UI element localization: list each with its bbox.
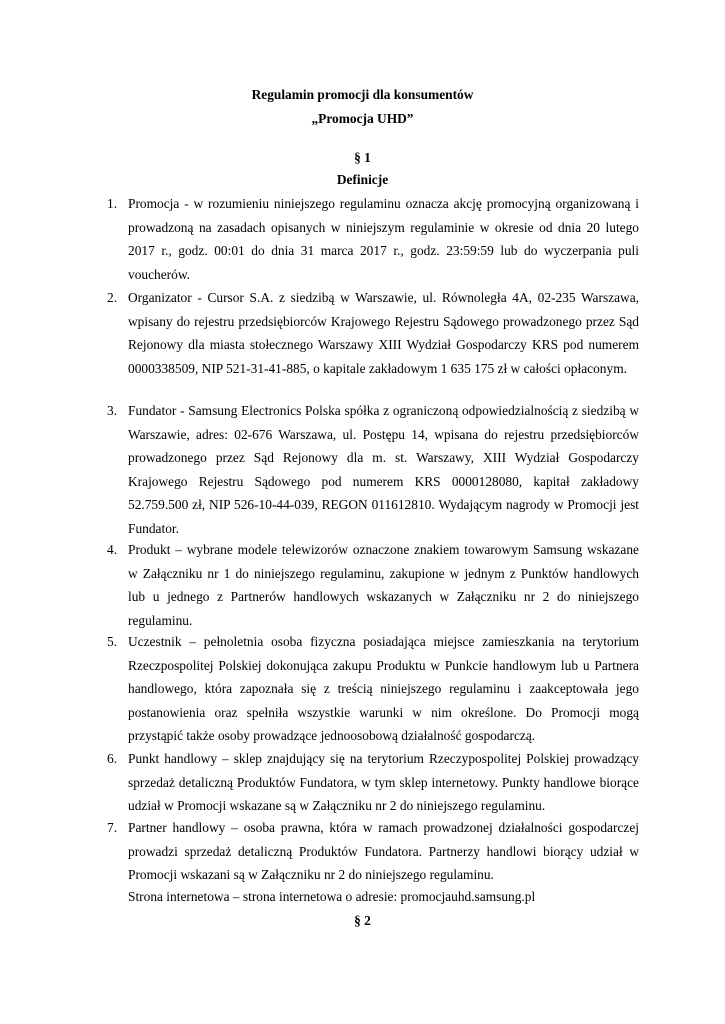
section-1-heading: Definicje [336, 172, 389, 187]
text-line: przystąpić także osoby prowadzące jednoosobową działalność gospodarczą. [128, 728, 536, 743]
text-line: sprzedaż detaliczną Produktów Fundatora, w tym sklep internetowy. Punkty handlowe biorące [128, 774, 639, 790]
list-item-text [128, 630, 639, 748]
text-line: prowadzonego przez Sąd Rejonowy dla m. st. Warszawy, XIII Wydział Gospodarczy [128, 450, 639, 465]
document-subtitle: „Promocja UHD” [311, 111, 414, 126]
text-line: Rejonowy dla miasta stołecznego Warszawy XIII Wydział Gospodarczy KRS pod numerem [128, 337, 639, 352]
list-item-number: 4. [107, 542, 118, 557]
text-line: Warszawie, adres: 02-676 Warszawa, ul. Postępu 14, wpisana do rejestru przedsiębiorców [128, 426, 639, 442]
text-line: 2017 r., godz. 00:01 do dnia 31 marca 2017 r., godz. 23:59:59 lub do wyczerpania puli [128, 243, 639, 258]
text-line: regulaminu. [128, 612, 193, 628]
text-line: w Załączniku nr 1 do niniejszego regulaminu, zakupione w jednym z Punktów handlowych [128, 565, 639, 581]
text-line: prowadzi sprzedaż detaliczną Produktów Fundatora. Partnerzy handlowi biorący udział w [128, 843, 639, 859]
text-line: Promocja - w rozumieniu niniejszego regulaminu oznacza akcję promocyjną organizowaną i [128, 196, 639, 211]
document-title: Regulamin promocji dla konsumentów [251, 87, 474, 102]
list-item-number: 5. [107, 634, 118, 649]
text-line: 0000338509, NIP 521-31-41-885, o kapitale zakładowym 1 635 175 zł w całości opłaconym. [128, 360, 627, 376]
list-item-text [128, 286, 639, 380]
list-item-text [128, 816, 639, 887]
text-line: 52.759.500 zł, NIP 526-10-44-039, REGON 011612810. Wydającym nagrody w Promocji jest [128, 497, 639, 512]
list-item-text [128, 192, 639, 286]
list-item-number: 6. [107, 751, 118, 766]
list-item-text [128, 747, 639, 818]
list-item-text [128, 399, 639, 540]
list-item-number: 1. [107, 196, 118, 211]
text-line: Krajowego Rejestru Sądowego pod numerem KRS 0000128080, kapitał zakładowy [128, 473, 639, 489]
list-item-number: 3. [107, 403, 118, 418]
text-line: Promocji wskazani są w Załączniku nr 2 do niniejszego regulaminu. [128, 867, 494, 882]
text-line: Partner handlowy – osoba prawna, która w ramach prowadzonej działalności gospodarczej [128, 820, 639, 835]
text-line: Produkt – wybrane modele telewizorów oznaczone znakiem towarowym Samsung wskazane [128, 542, 639, 557]
text-line: udział w Promocji wskazane są w Załączniku nr 2 do niniejszego regulaminu. [128, 798, 546, 813]
text-line: Fundator. [128, 520, 179, 536]
text-line: voucherów. [128, 266, 190, 282]
text-line: Uczestnik – pełnoletnia osoba fizyczna posiadająca miejsce zamieszkania na terytorium [128, 634, 639, 649]
list-item-number: 7. [107, 820, 118, 835]
list-item-number: 2. [107, 290, 118, 305]
text-line: postanowienia oraz spełniła wszystkie warunki w nim określone. Do Promocji mogą [128, 704, 639, 720]
website-definition: Strona internetowa – strona internetowa o adresie: promocjauhd.samsung.pl [128, 889, 536, 904]
text-line: handlowego, która zapoznała się z treścią niniejszego regulaminu i zaakceptowała jego [128, 681, 639, 696]
text-line: prowadzoną na zasadach opisanych w niniejszym regulaminie w okresie od dnia 20 lutego [128, 219, 639, 235]
text-line: Fundator - Samsung Electronics Polska spółka z ograniczoną odpowiedzialnością z siedzibą w [128, 403, 639, 418]
list-item-text [128, 538, 639, 632]
text-line: wpisany do rejestru przedsiębiorców Krajowego Rejestru Sądowego prowadzonego przez Sąd [128, 313, 639, 329]
text-line: lub u jednego z Partnerów handlowych wskazanych w Załączniku nr 2 do niniejszego [128, 589, 639, 604]
text-line: Punkt handlowy – sklep znajdujący się na terytorium Rzeczypospolitej Polskiej prowadzący [128, 751, 639, 766]
text-line: Rzeczpospolitej Polskiej dokonująca zakupu Produktu w Punkcie handlowym lub u Partnera [128, 657, 639, 673]
text-line: Organizator - Cursor S.A. z siedzibą w Warszawie, ul. Równoległa 4A, 02-235 Warszawa, [128, 290, 639, 305]
section-1-mark: § 1 [354, 150, 371, 165]
section-2-mark: § 2 [354, 913, 371, 928]
